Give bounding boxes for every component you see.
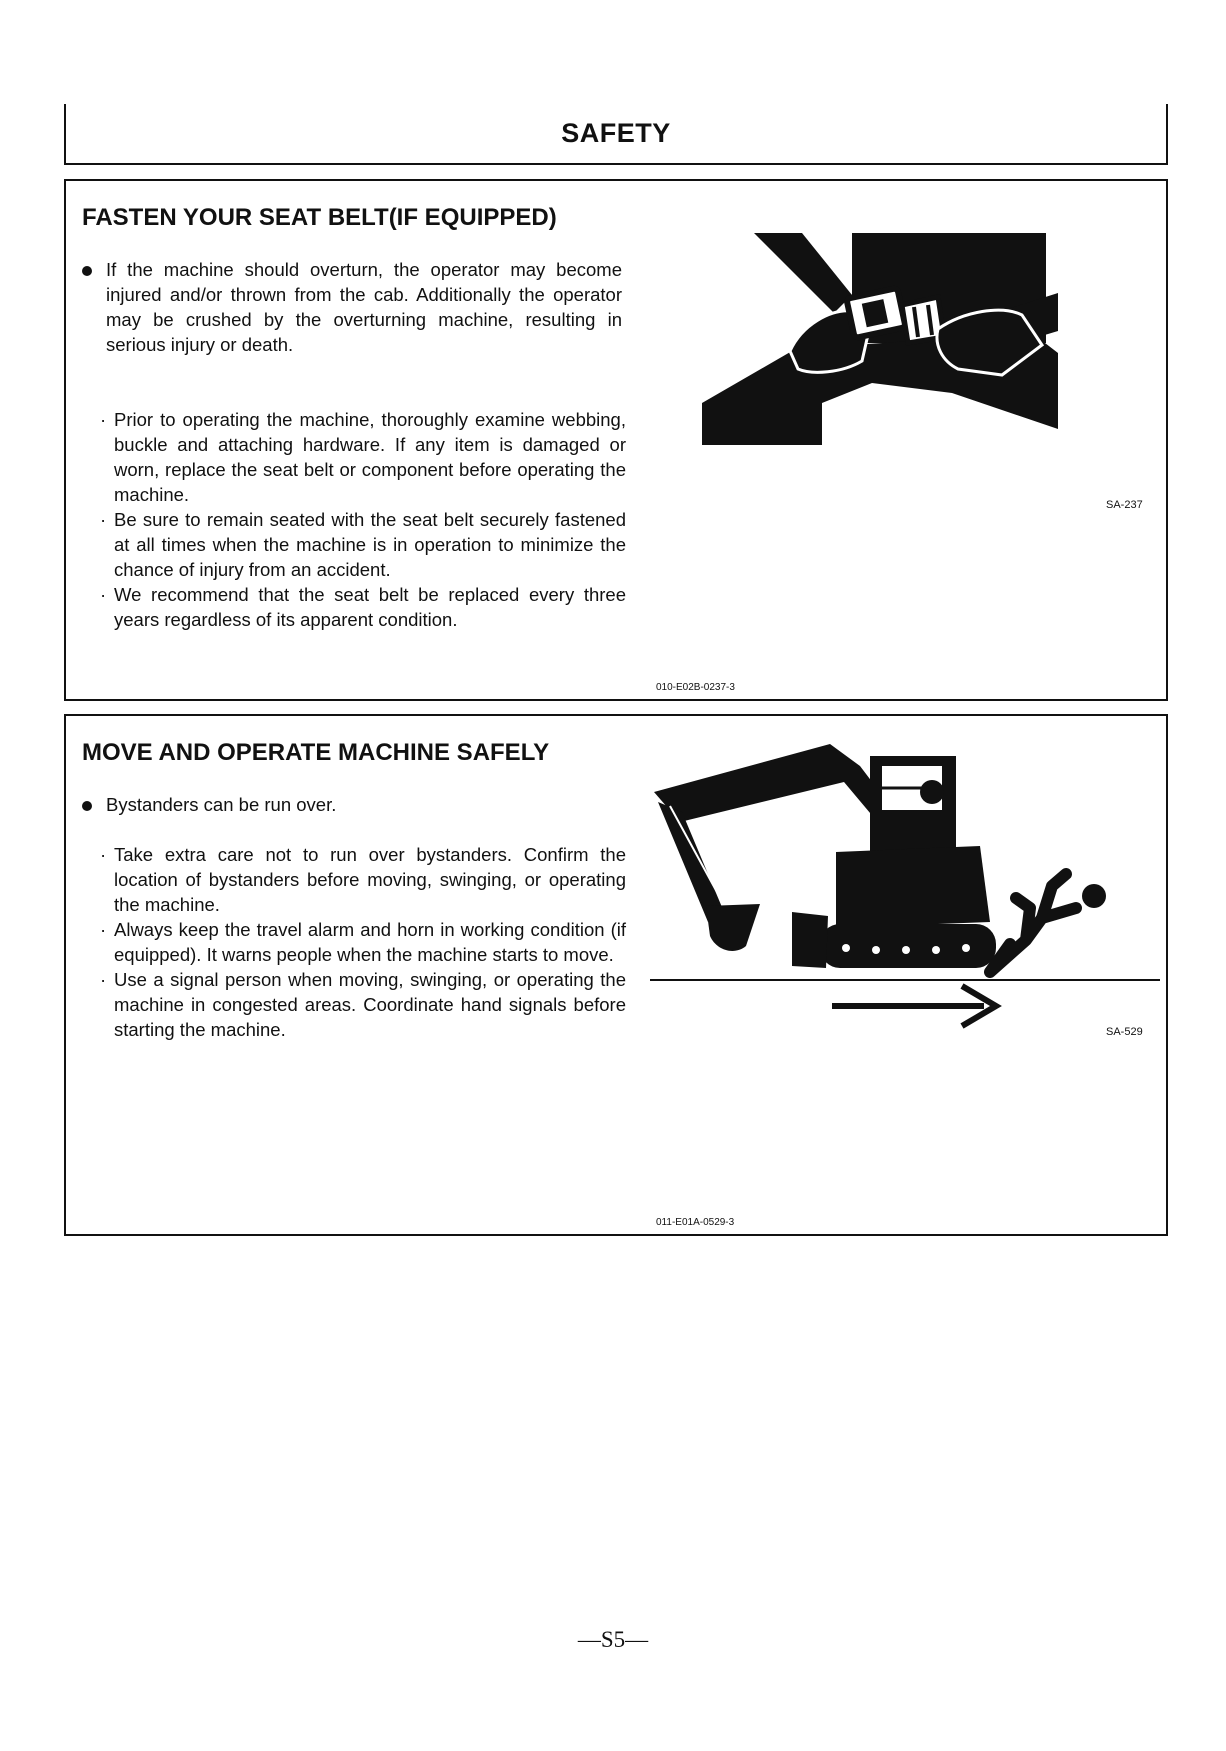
bystander-head-shape [1082,884,1106,908]
left-strap-shape [754,233,852,313]
list-item: · Use a signal person when moving, swinging, or operating the machine in congested areas. Coordinate hand signals before starting the machine. [100,967,626,1042]
bullet-dot-icon [82,266,92,276]
document-code: 010-E02B-0237-3 [656,682,735,693]
arm-shape [658,802,724,922]
document-code: 011-E01A-0529-3 [656,1217,735,1228]
hazard-bullet [82,792,622,817]
list-item: · Prior to operating the machine, thoroughly examine webbing, buckle and attaching hardware. If any item is damaged or worn, replace the seat belt or component before operating the machine. [100,407,626,507]
section-heading: FASTEN YOUR SEAT BELT(IF EQUIPPED) [82,204,557,231]
operator-head-shape [920,780,944,804]
excavator-illustration [650,736,1160,1036]
seat-belt-section [64,179,1168,701]
bucket-shape [706,904,760,951]
list-item: · Take extra care not to run over bystanders. Confirm the location of bystanders before moving, swinging, or operating the machine. [100,842,626,917]
seat-belt-illustration [702,233,1058,445]
page-title: SAFETY [561,118,671,148]
page-number: —S5— [577,1627,649,1652]
operate-safely-section [64,714,1168,1236]
page-header [64,104,1168,165]
section-heading: MOVE AND OPERATE MACHINE SAFELY [82,739,550,766]
figure-id: SA-529 [1106,1026,1143,1038]
boom-shape [654,744,898,832]
list-item: · We recommend that the seat belt be replaced every three years regardless of its apparent condition. [100,582,626,632]
instruction-list [100,407,676,632]
blade-shape [792,912,828,968]
upper-body-shape [836,846,990,928]
figure-id: SA-237 [1106,499,1143,511]
bystander-body-shape [990,874,1076,972]
hazard-text: Bystanders can be run over. [106,794,337,815]
list-item: · Always keep the travel alarm and horn in working condition (if equipped). It warns people when the machine starts to move. [100,917,626,967]
hazard-text: If the machine should overturn, the operator may become injured and/or thrown from the cab. Additionally the operator may be crushed by the overturning machine, resulting in serious injury or death. [106,259,622,355]
list-item: · Be sure to remain seated with the seat belt securely fastened at all times when the machine is in operation to minimize the chance of injury from an accident. [100,507,626,582]
hazard-bullet [82,257,622,357]
instruction-list [100,842,676,1042]
bullet-dot-icon [82,801,92,811]
